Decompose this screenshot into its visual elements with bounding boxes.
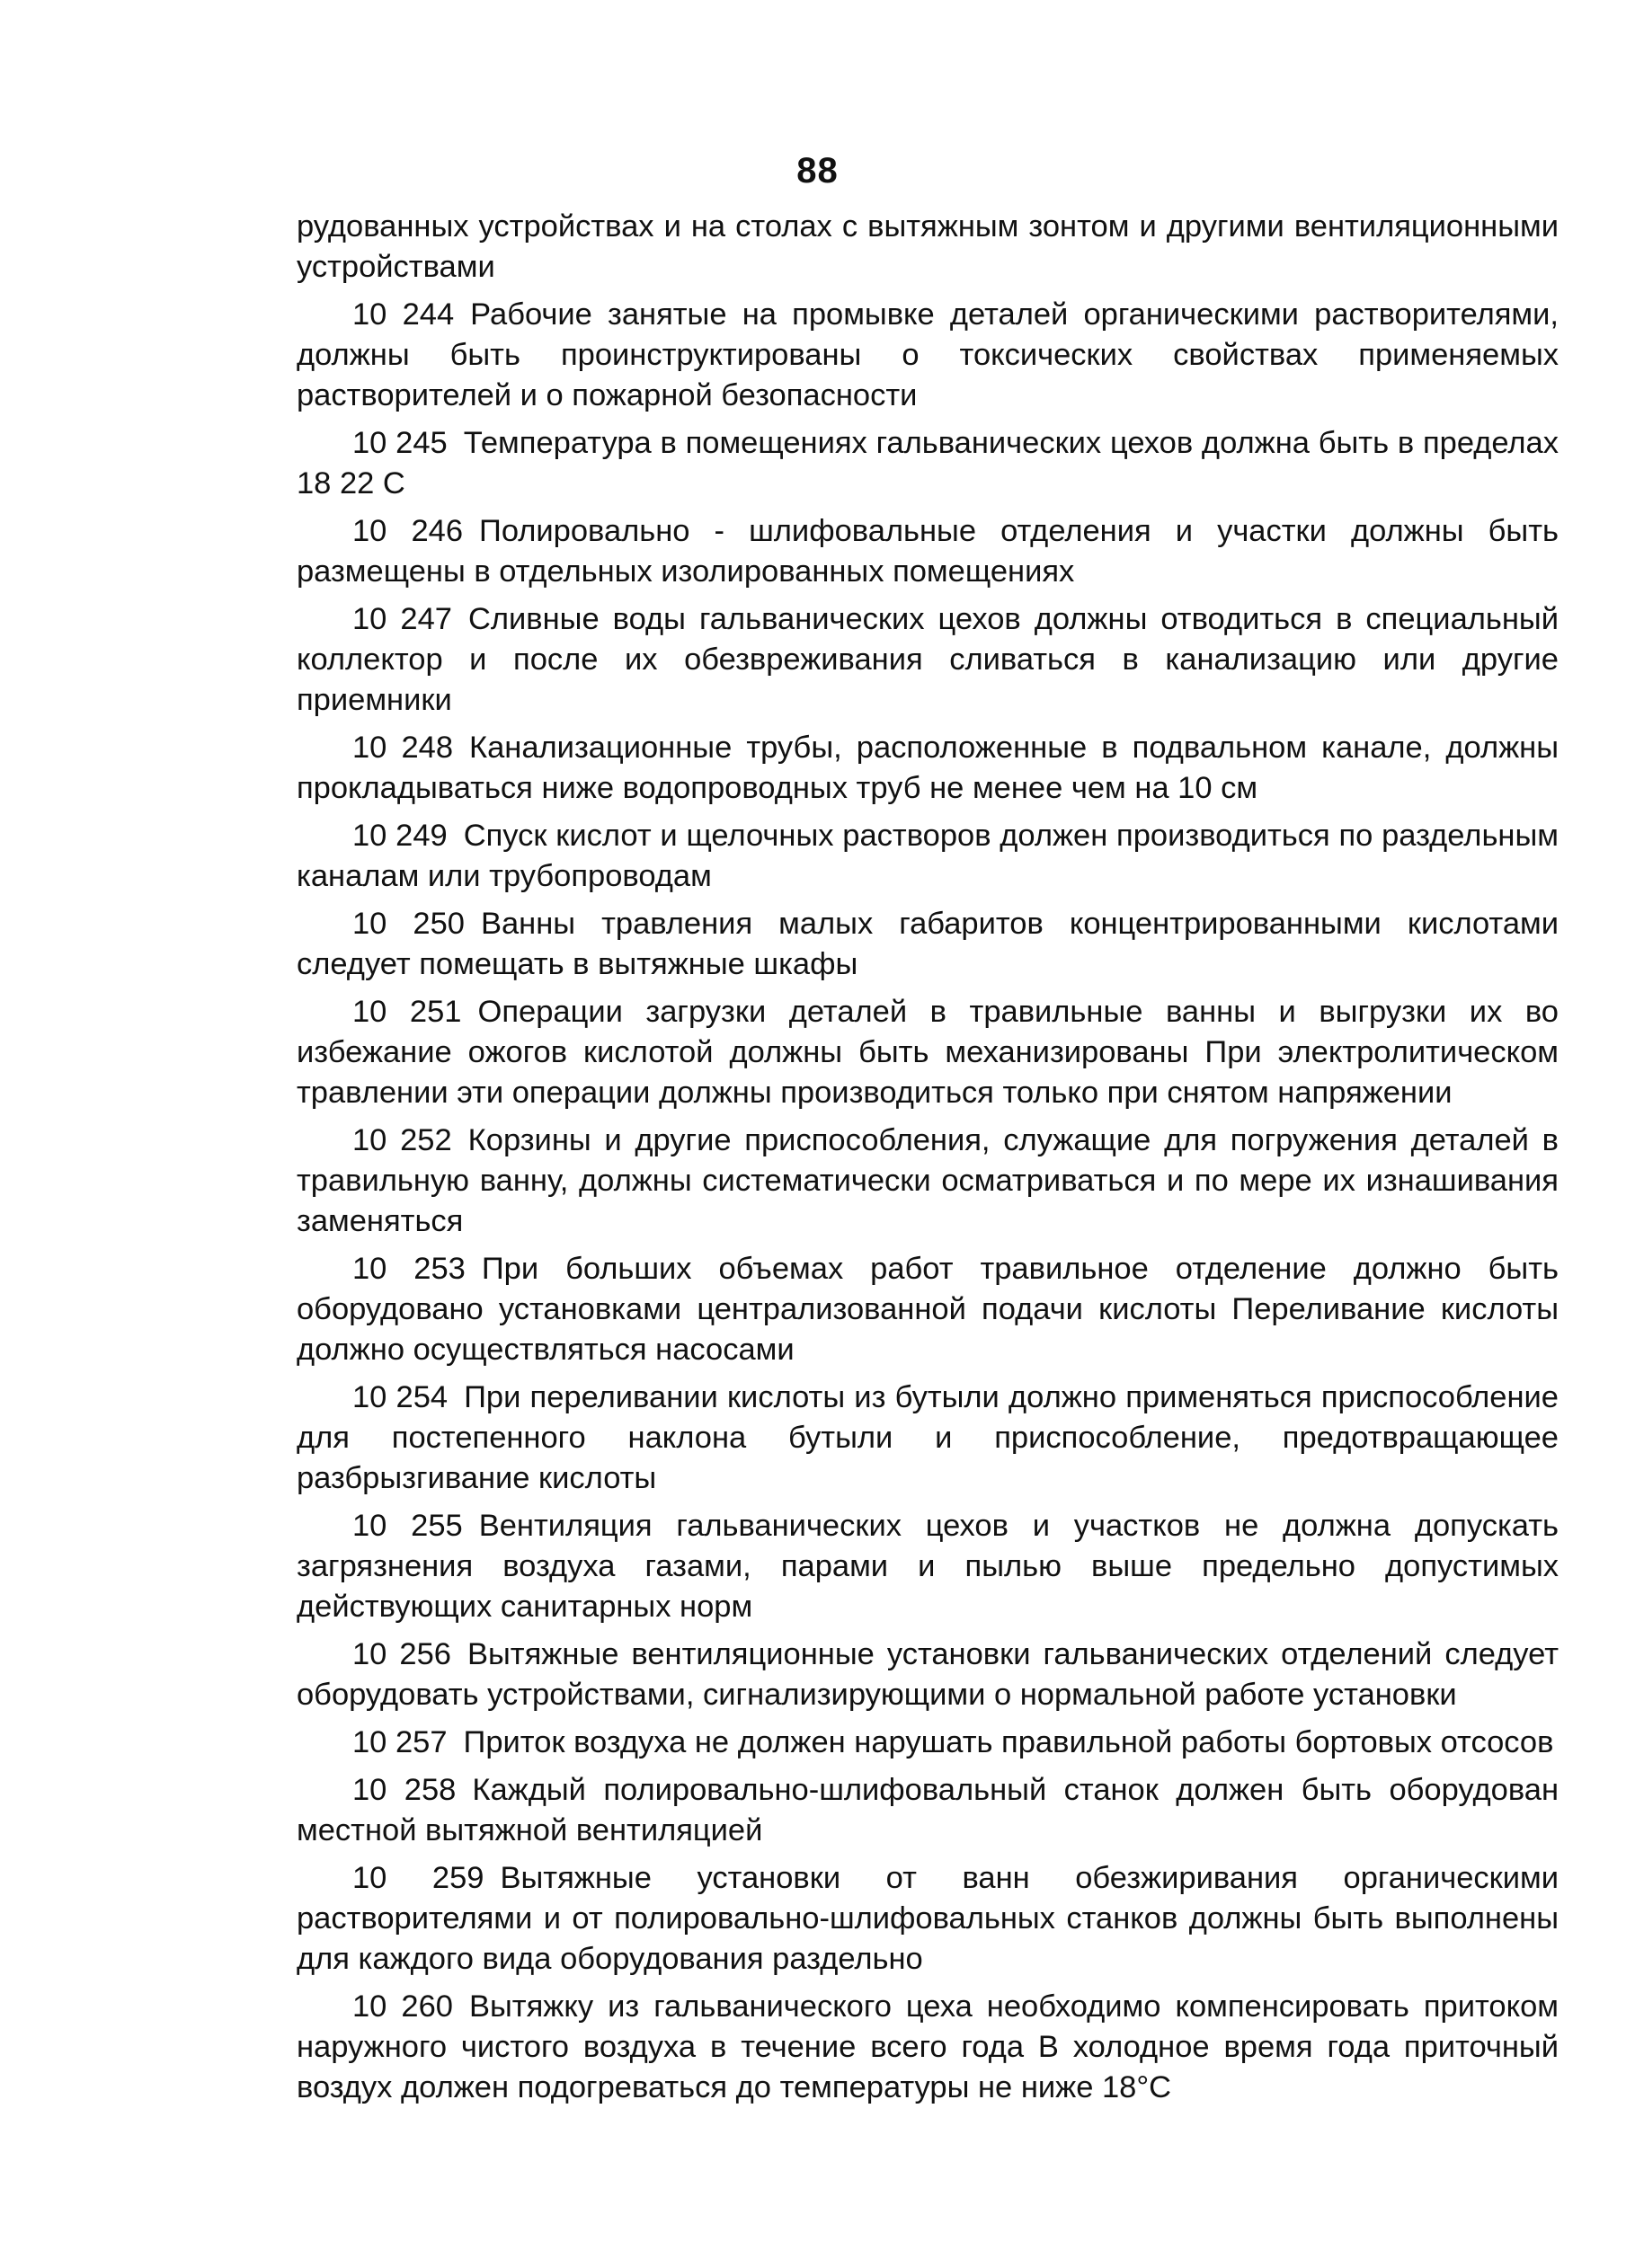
paragraph-number: 10 258 bbox=[352, 1773, 457, 1807]
paragraph-10-254 bbox=[297, 1378, 1559, 1499]
paragraph-text: Рабочие занятые на промывке деталей органическими растворителями, должны быть проинструктированы о токсических свойствах применяемых растворителей и о пожарной безопасности bbox=[297, 297, 1559, 412]
paragraph-10-252 bbox=[297, 1121, 1559, 1242]
paragraph-number: 10 245 bbox=[352, 426, 448, 460]
paragraph-10-255 bbox=[297, 1506, 1559, 1627]
paragraph-text: Каждый полировально-шлифовальный станок должен быть оборудован местной вытяжной вентиляцией bbox=[297, 1773, 1559, 1847]
paragraph-number: 10 252 bbox=[352, 1123, 452, 1157]
paragraph-text: Вытяжку из гальванического цеха необходимо компенсировать притоком наружного чистого воздуха в течение всего года В холодное время года приточный воздух должен подогреваться до температуры не ниже 18°С bbox=[297, 1989, 1559, 2104]
paragraph-number: 10 255 bbox=[352, 1509, 463, 1543]
paragraph-10-250 bbox=[297, 904, 1559, 985]
paragraph-text: Температура в помещениях гальванических цехов должна быть в пределах 18 22 С bbox=[297, 426, 1559, 501]
paragraph-number: 10 250 bbox=[352, 907, 465, 941]
paragraph-10-257 bbox=[297, 1723, 1559, 1763]
document-body bbox=[297, 207, 1559, 2115]
paragraph-text: Спуск кислот и щелочных растворов должен производиться по раздельным каналам или трубопроводам bbox=[297, 819, 1559, 893]
paragraph-10-259 bbox=[297, 1858, 1559, 1980]
paragraph-number: 10 259 bbox=[352, 1861, 484, 1895]
paragraph-number: 10 256 bbox=[352, 1637, 451, 1671]
paragraph-10-251 bbox=[297, 992, 1559, 1113]
paragraph-text: Канализационные трубы, расположенные в подвальном канале, должны прокладываться ниже водопроводных труб не менее чем на 10 см bbox=[297, 731, 1559, 805]
paragraph-text: При больших объемах работ травильное отделение должно быть оборудовано установками централизованной подачи кислоты Переливание кислоты должно осуществляться насосами bbox=[297, 1252, 1559, 1367]
paragraph-number: 10 244 bbox=[352, 297, 455, 332]
paragraph-10-256 bbox=[297, 1635, 1559, 1715]
paragraph-text: Сливные воды гальванических цехов должны отводиться в специальный коллектор и после их обезвреживания сливаться в канализацию или другие приемники bbox=[297, 602, 1559, 717]
paragraph-10-253 bbox=[297, 1249, 1559, 1370]
paragraph-number: 10 253 bbox=[352, 1252, 466, 1286]
paragraph-number: 10 248 bbox=[352, 731, 454, 765]
paragraph-number: 10 247 bbox=[352, 602, 452, 636]
paragraph-text: Приток воздуха не должен нарушать правильной работы бортовых отсосов bbox=[463, 1725, 1554, 1759]
paragraph-number: 10 246 bbox=[352, 514, 464, 548]
page-number: 88 bbox=[796, 151, 839, 190]
paragraph-10-248 bbox=[297, 728, 1559, 809]
paragraph-10-246 bbox=[297, 511, 1559, 592]
paragraph-text: Корзины и другие приспособления, служащие для погружения деталей в травильную ванну, должны систематически осматриваться и по мере их изнашивания заменяться bbox=[297, 1123, 1559, 1238]
paragraph-text: Вытяжные установки от ванн обезжиривания органическими растворителями и от полировально-шлифовальных станков должны быть выполнены для каждого вида оборудования раздельно bbox=[297, 1861, 1559, 1976]
paragraph-text: Ванны травления малых габаритов концентрированными кислотами следует помещать в вытяжные шкафы bbox=[297, 907, 1559, 981]
paragraph-10-249 bbox=[297, 816, 1559, 897]
paragraph-number: 10 257 bbox=[352, 1725, 448, 1759]
paragraph-10-260 bbox=[297, 1987, 1559, 2108]
paragraph-text: рудованных устройствах и на столах с вытяжным зонтом и другими вентиляционными устройствами bbox=[297, 209, 1559, 284]
paragraph-10-244 bbox=[297, 295, 1559, 416]
paragraph-text: Полировально - шлифовальные отделения и участки должны быть размещены в отдельных изолированных помещениях bbox=[297, 514, 1559, 589]
paragraph-number: 10 260 bbox=[352, 1989, 453, 2024]
paragraph-number: 10 251 bbox=[352, 995, 462, 1029]
paragraph-text: Операции загрузки деталей в травильные ванны и выгрузки их во избежание ожогов кислотой должны быть механизированы При электролитическом травлении эти операции должны производиться только при снятом напряжении bbox=[297, 995, 1559, 1110]
paragraph-number: 10 254 bbox=[352, 1380, 449, 1414]
paragraph-text: Вентиляция гальванических цехов и участков не должна допускать загрязнения воздуха газами, парами и пылью выше предельно допустимых действующих санитарных норм bbox=[297, 1509, 1559, 1624]
paragraph-text: Вытяжные вентиляционные установки гальванических отделений следует оборудовать устройствами, сигнализирующими о нормальной работе установки bbox=[297, 1637, 1559, 1712]
paragraph-10-247 bbox=[297, 599, 1559, 721]
paragraph-10-258 bbox=[297, 1770, 1559, 1851]
paragraph-text: При переливании кислоты из бутыли должно применяться приспособление для постепенного наклона бутыли и приспособление, предотвращающее разбрызгивание кислоты bbox=[297, 1380, 1559, 1495]
paragraph-continuation bbox=[297, 207, 1559, 288]
paragraph-10-245 bbox=[297, 423, 1559, 504]
paragraph-number: 10 249 bbox=[352, 819, 448, 853]
